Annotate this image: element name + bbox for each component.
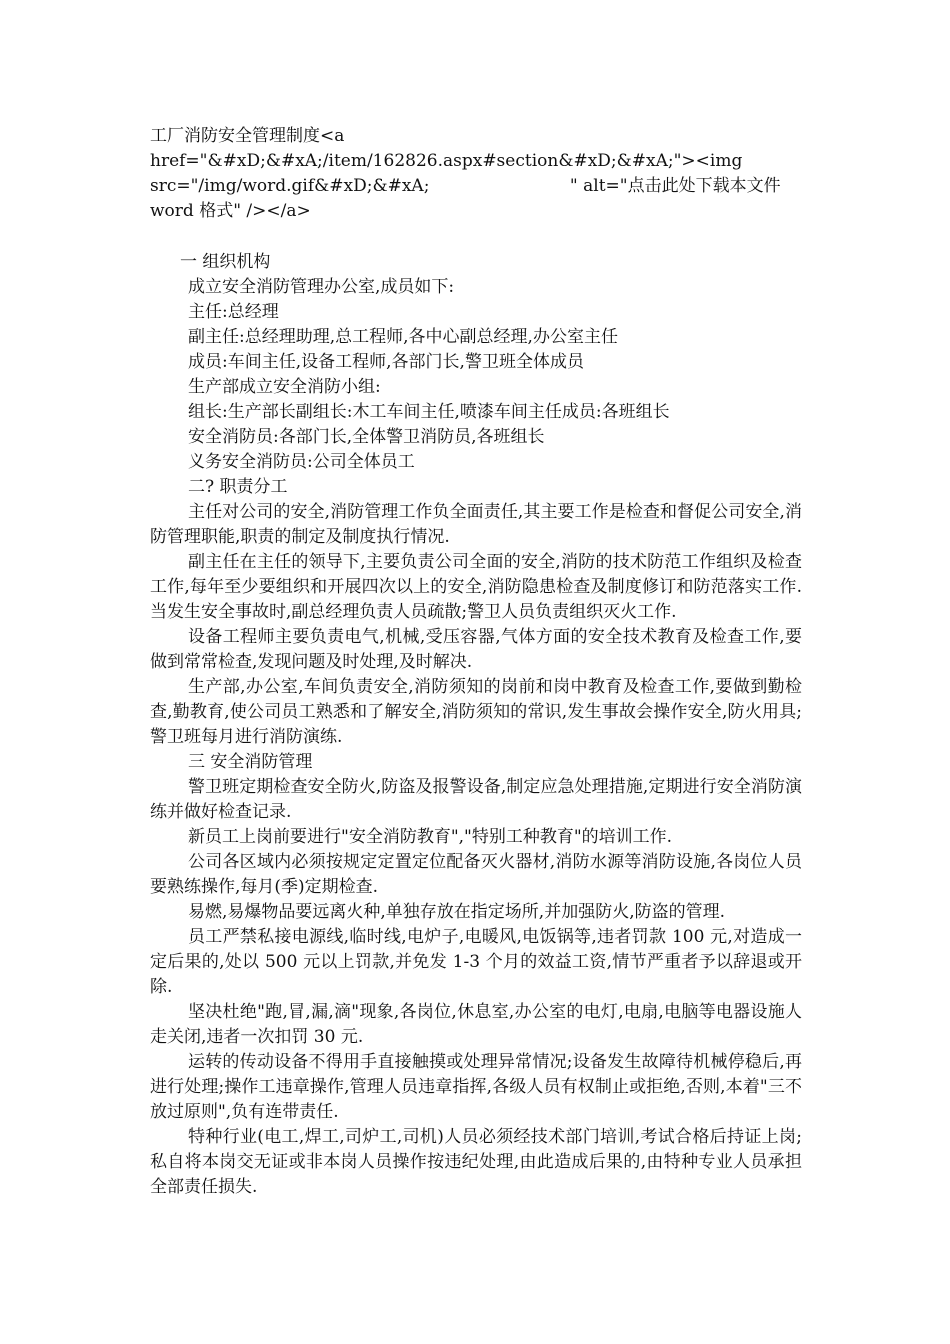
paragraph: 副主任在主任的领导下,主要负责公司全面的安全,消防的技术防范工作组织及检查工作,每年至少要组织和开展四次以上的安全,消防隐患检查及制度修订和防范落实工作.当发生安全事故时,副总经理负责人员疏散;警卫人员负责组织灭火工作.	[150, 552, 802, 622]
section-heading-organization: 一 组织机构	[180, 252, 271, 272]
org-line: 义务安全消防员:公司全体员工	[188, 452, 415, 472]
org-line: 安全消防员:各部门长,全体警卫消防员,各班组长	[188, 427, 545, 447]
paragraph: 特种行业(电工,焊工,司炉工,司机)人员必须经技术部门培训,考试合格后持证上岗;私自将本岗交无证或非本岗人员操作按违纪处理,由此造成后果的,由特种专业人员承担全部责任损失.	[150, 1127, 802, 1197]
paragraph: 主任对公司的安全,消防管理工作负全面责任,其主要工作是检查和督促公司安全,消防管理职能,职责的制定及制度执行情况.	[150, 502, 802, 547]
document-title-block	[150, 124, 810, 224]
org-line: 成员:车间主任,设备工程师,各部门长,警卫班全体成员	[188, 352, 584, 372]
org-line: 主任:总经理	[188, 302, 279, 322]
paragraph: 设备工程师主要负责电气,机械,受压容器,气体方面的安全技术教育及检查工作,要做到常常检查,发现问题及时处理,及时解决.	[150, 627, 802, 672]
title-line-2: href="&#xD;&#xA;/item/162826.aspx#section&#xD;&#xA;"><img	[150, 151, 743, 171]
title-line-3: src="/img/word.gif&#xD;&#xA; " alt="点击此处下载本文件	[150, 176, 781, 196]
paragraph: 公司各区域内必须按规定定置定位配备灭火器材,消防水源等消防设施,各岗位人员要熟练操作,每月(季)定期检查.	[150, 852, 802, 897]
section-heading-duties: 二? 职责分工	[188, 477, 288, 497]
paragraph: 新员工上岗前要进行"安全消防教育","特别工种教育"的培训工作.	[188, 827, 673, 847]
paragraph: 警卫班定期检查安全防火,防盗及报警设备,制定应急处理措施,定期进行安全消防演练并做好检查记录.	[150, 777, 802, 822]
paragraph: 生产部,办公室,车间负责安全,消防须知的岗前和岗中教育及检查工作,要做到勤检查,勤教育,使公司员工熟悉和了解安全,消防须知的常识,发生事故会操作安全,防火用具;警卫班每月进行消防演练.	[150, 677, 802, 747]
paragraph: 坚决杜绝"跑,冒,漏,滴"现象,各岗位,休息室,办公室的电灯,电扇,电脑等电器设施人走关闭,违者一次扣罚 30 元.	[150, 1002, 802, 1047]
paragraph: 运转的传动设备不得用手直接触摸或处理异常情况;设备发生故障待机械停稳后,再进行处理;操作工违章操作,管理人员违章指挥,各级人员有权制止或拒绝,否则,本着"三不放过原则",负有连带责任.	[150, 1052, 802, 1122]
section-heading-fire-safety: 三 安全消防管理	[188, 752, 313, 772]
org-line: 生产部成立安全消防小组:	[188, 377, 381, 397]
document-body	[150, 250, 802, 1200]
org-line: 成立安全消防管理办公室,成员如下:	[188, 277, 455, 297]
org-line: 副主任:总经理助理,总工程师,各中心副总经理,办公室主任	[188, 327, 618, 347]
paragraph: 员工严禁私接电源线,临时线,电炉子,电暖风,电饭锅等,违者罚款 100 元,对造成一定后果的,处以 500 元以上罚款,并免发 1-3 个月的效益工资,情节严重者予以辞退或开除.	[150, 927, 802, 997]
title-line-4: word 格式" /></a>	[150, 201, 311, 221]
org-line: 组长:生产部长副组长:木工车间主任,喷漆车间主任成员:各班组长	[188, 402, 670, 422]
paragraph: 易燃,易爆物品要远离火种,单独存放在指定场所,并加强防火,防盗的管理.	[188, 902, 726, 922]
title-line-1: 工厂消防安全管理制度<a	[150, 126, 345, 146]
